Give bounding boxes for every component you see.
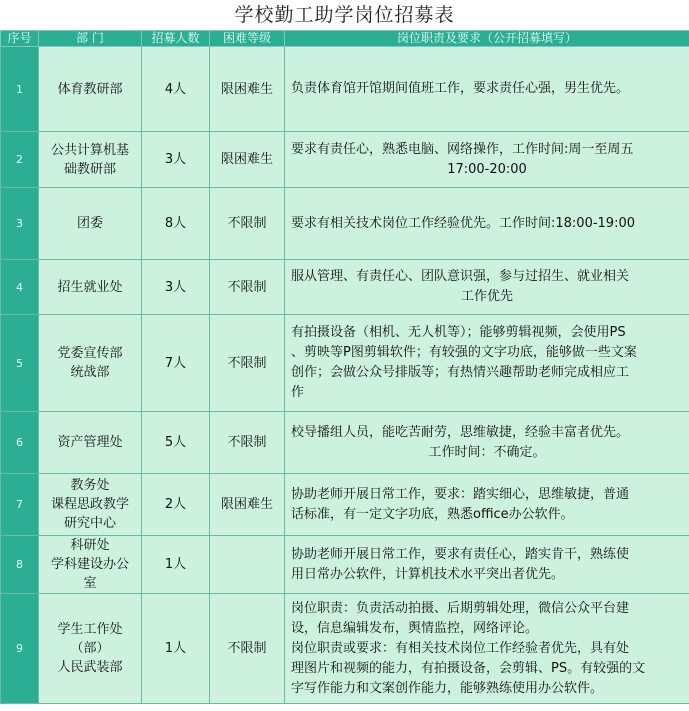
row-count: 1人 xyxy=(142,594,210,704)
department-line: 础教研部 xyxy=(63,161,116,177)
row-duty xyxy=(285,536,689,594)
row-department xyxy=(39,188,142,260)
department-line: 公共计算机基 xyxy=(50,142,129,158)
table-row xyxy=(1,132,689,188)
row-index: 3 xyxy=(1,188,39,260)
table-row xyxy=(1,594,689,704)
recruitment-table xyxy=(0,30,689,704)
row-index: 1 xyxy=(1,47,39,132)
department-line: 学科建设办公 xyxy=(50,557,129,572)
table-row xyxy=(1,315,689,412)
header-index: 序号 xyxy=(1,31,39,47)
row-level: 限困难生 xyxy=(210,474,285,536)
department-line: 课程思政教学 xyxy=(50,497,129,512)
duty-line: 理图片和视频的能力，有拍摄设备，会剪辑、PS。有较强的文 xyxy=(291,660,646,676)
duty-line: 工作时间：不确定。 xyxy=(428,444,546,460)
row-department xyxy=(39,260,142,315)
row-department xyxy=(39,474,142,536)
department-line: 团委 xyxy=(76,216,103,231)
department-line: 学生工作处 xyxy=(57,622,123,637)
duty-line: 创作；会做公众号排版等；有热情兴趣帮助老师完成相应工 xyxy=(291,365,630,380)
row-level: 不限制 xyxy=(210,594,285,704)
department-line: 资产管理处 xyxy=(57,435,123,450)
table-row xyxy=(1,260,689,315)
duty-line: 协助老师开展日常工作，要求：踏实细心，思维敏捷，普通 xyxy=(291,486,630,502)
duty-line: 、剪映等P图剪辑软件；有较强的文字功底，能够做一些文案 xyxy=(291,345,637,360)
duty-line: 岗位职责：负责活动拍摄、后期剪辑处理，微信公众平台建 xyxy=(291,600,630,616)
row-department xyxy=(39,536,142,594)
row-count: 2人 xyxy=(142,474,210,536)
department-line: 室 xyxy=(83,576,97,591)
table-row xyxy=(1,474,689,536)
row-duty xyxy=(285,594,689,704)
header-duty: 岗位职责及要求（公开招募填写） xyxy=(285,31,689,47)
table-row xyxy=(1,536,689,594)
row-department xyxy=(39,47,142,132)
department-line: 人民武装部 xyxy=(57,660,123,675)
header-row xyxy=(1,31,689,47)
row-count: 3人 xyxy=(142,260,210,315)
row-department xyxy=(39,412,142,474)
department-line: 体育教研部 xyxy=(57,81,123,97)
duty-line: 工作优先 xyxy=(460,289,513,304)
row-level: 不限制 xyxy=(210,260,285,315)
department-line: 党委宣传部 xyxy=(57,346,123,361)
row-duty xyxy=(285,412,689,474)
duty-line: 用日常办公软件，计算机技术水平突出者优先。 xyxy=(291,566,565,582)
row-index: 6 xyxy=(1,412,39,474)
department-line: 教务处 xyxy=(70,478,110,493)
row-index: 5 xyxy=(1,315,39,412)
row-count: 4人 xyxy=(142,47,210,132)
row-count: 5人 xyxy=(142,412,210,474)
row-duty xyxy=(285,315,689,412)
row-department xyxy=(39,315,142,412)
sheet-title: 学校勤工助学岗位招募表 xyxy=(0,0,689,30)
department-line: （部） xyxy=(70,641,110,656)
duty-line: 服从管理、有责任心、团队意识强，参与过招生、就业相关 xyxy=(291,269,630,284)
row-duty xyxy=(285,132,689,188)
row-department xyxy=(39,132,142,188)
row-duty xyxy=(285,47,689,132)
department-line: 招生就业处 xyxy=(57,279,123,295)
row-index: 7 xyxy=(1,474,39,536)
header-level: 困难等级 xyxy=(210,31,285,47)
header-count: 招募人数 xyxy=(142,31,210,47)
row-level: 限困难生 xyxy=(210,132,285,188)
department-line: 统战部 xyxy=(70,365,110,380)
header-dept: 部 门 xyxy=(39,31,142,47)
row-count: 8人 xyxy=(142,188,210,260)
duty-line: 有拍摄设备（相机、无人机等）；能够剪辑视频，会使用PS xyxy=(291,325,626,340)
row-level xyxy=(210,536,285,594)
duty-line: 协助老师开展日常工作，要求有责任心，踏实肯干，熟练使 xyxy=(291,546,630,562)
duty-line: 17:00-20:00 xyxy=(447,161,527,177)
duty-line: 话标准，有一定文字功底，熟悉office办公软件。 xyxy=(291,506,574,522)
table-row xyxy=(1,47,689,132)
department-line: 研究中心 xyxy=(63,516,116,531)
table-body xyxy=(1,47,689,704)
duty-line: 作 xyxy=(291,385,305,400)
row-level: 不限制 xyxy=(210,412,285,474)
duty-line: 岗位职责或要求：有相关技术岗位工作经验者优先，具有处 xyxy=(291,640,630,656)
row-duty xyxy=(285,260,689,315)
row-level: 不限制 xyxy=(210,188,285,260)
row-level: 限困难生 xyxy=(210,47,285,132)
row-count: 1人 xyxy=(142,536,210,594)
duty-line: 要求有相关技术岗位工作经验优先。工作时间:18:00-19:00 xyxy=(291,215,635,231)
duty-line: 要求有责任心，熟悉电脑、网络操作，工作时间:周一至周五 xyxy=(291,141,634,157)
duty-line: 设，信息编辑发布，舆情监控，网络评论。 xyxy=(291,620,539,636)
row-index: 9 xyxy=(1,594,39,704)
table-row xyxy=(1,188,689,260)
department-line: 科研处 xyxy=(70,538,110,553)
duty-line: 字写作能力和文案创作能力，能够熟练使用办公软件。 xyxy=(291,680,604,696)
row-department xyxy=(39,594,142,704)
row-count: 3人 xyxy=(142,132,210,188)
table-row xyxy=(1,412,689,474)
duty-line: 校导播组人员，能吃苦耐劳，思维敏捷，经验丰富者优先。 xyxy=(291,424,630,440)
duty-line: 负责体育馆开馆期间值班工作，要求责任心强，男生优先。 xyxy=(291,81,630,96)
row-duty xyxy=(285,188,689,260)
row-index: 8 xyxy=(1,536,39,594)
row-index: 2 xyxy=(1,132,39,188)
row-count: 7人 xyxy=(142,315,210,412)
row-index: 4 xyxy=(1,260,39,315)
row-duty xyxy=(285,474,689,536)
row-level: 不限制 xyxy=(210,315,285,412)
